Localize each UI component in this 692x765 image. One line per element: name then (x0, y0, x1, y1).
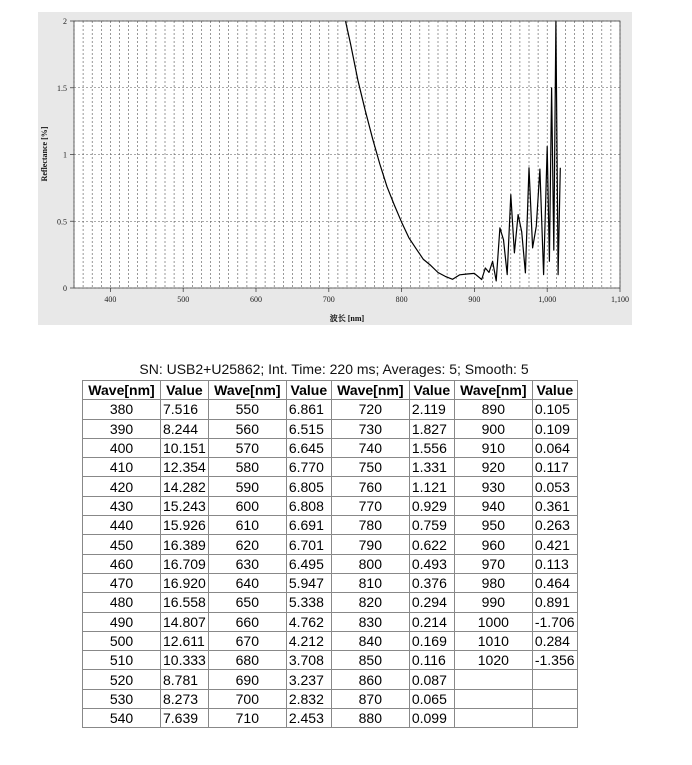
cell-wave (454, 670, 532, 689)
cell-value: 1.331 (409, 458, 454, 477)
cell-wave: 850 (331, 651, 409, 670)
cell-wave: 550 (208, 400, 286, 419)
cell-wave: 930 (454, 477, 532, 496)
cell-value: 12.611 (161, 631, 209, 650)
cell-wave: 960 (454, 535, 532, 554)
reflectance-table (82, 380, 578, 728)
cell-wave: 480 (83, 593, 161, 612)
table-row (83, 554, 578, 573)
cell-value: 0.117 (532, 458, 577, 477)
header-wave: Wave[nm] (208, 381, 286, 400)
cell-wave: 880 (331, 709, 409, 728)
cell-wave (454, 709, 532, 728)
cell-value: 10.333 (161, 651, 209, 670)
cell-wave: 840 (331, 631, 409, 650)
cell-wave: 980 (454, 573, 532, 592)
cell-value: 2.832 (286, 689, 331, 708)
cell-value: 0.109 (532, 419, 577, 438)
spectrum-chart (38, 12, 632, 325)
cell-wave: 430 (83, 496, 161, 515)
cell-wave: 970 (454, 554, 532, 573)
cell-wave: 790 (331, 535, 409, 554)
chart-svg (38, 12, 632, 325)
y-axis-title: Reflectance [%] (40, 126, 49, 182)
cell-value: 0.891 (532, 593, 577, 612)
cell-wave: 920 (454, 458, 532, 477)
cell-value: 0.113 (532, 554, 577, 573)
cell-value: 0.759 (409, 516, 454, 535)
table-caption: SN: USB2+U25862; Int. Time: 220 ms; Averages: 5; Smooth: 5 (139, 361, 529, 377)
cell-wave: 910 (454, 438, 532, 457)
cell-wave: 410 (83, 458, 161, 477)
cell-wave: 420 (83, 477, 161, 496)
table-row (83, 670, 578, 689)
table-row (83, 651, 578, 670)
cell-value: 6.691 (286, 516, 331, 535)
cell-wave: 860 (331, 670, 409, 689)
cell-wave: 730 (331, 419, 409, 438)
cell-wave: 900 (454, 419, 532, 438)
cell-value: 4.762 (286, 612, 331, 631)
cell-value: 0.361 (532, 496, 577, 515)
cell-value: 3.237 (286, 670, 331, 689)
cell-value: 0.376 (409, 573, 454, 592)
table-row (83, 573, 578, 592)
cell-value: 16.558 (161, 593, 209, 612)
cell-value: 1.556 (409, 438, 454, 457)
table-row (83, 477, 578, 496)
header-wave: Wave[nm] (454, 381, 532, 400)
cell-value: 7.639 (161, 709, 209, 728)
cell-value: 6.770 (286, 458, 331, 477)
cell-value: 6.805 (286, 477, 331, 496)
cell-wave: 780 (331, 516, 409, 535)
cell-wave: 750 (331, 458, 409, 477)
cell-value: -1.706 (532, 612, 577, 631)
table-row (83, 689, 578, 708)
table-row (83, 631, 578, 650)
cell-wave: 570 (208, 438, 286, 457)
cell-value: 0.169 (409, 631, 454, 650)
cell-wave: 580 (208, 458, 286, 477)
cell-wave: 460 (83, 554, 161, 573)
table-row (83, 400, 578, 419)
cell-value: 0.116 (409, 651, 454, 670)
x-tick-label: 1,000 (538, 295, 557, 304)
cell-wave: 660 (208, 612, 286, 631)
y-tick-label: 0 (63, 284, 67, 293)
cell-wave: 600 (208, 496, 286, 515)
cell-wave: 560 (208, 419, 286, 438)
cell-value: 7.516 (161, 400, 209, 419)
cell-value: 4.212 (286, 631, 331, 650)
cell-wave (454, 689, 532, 708)
x-tick-label: 900 (468, 295, 481, 304)
header-value: Value (532, 381, 577, 400)
cell-wave: 690 (208, 670, 286, 689)
cell-wave: 760 (331, 477, 409, 496)
header-wave: Wave[nm] (331, 381, 409, 400)
cell-value: 1.121 (409, 477, 454, 496)
x-axis-title: 波长 [nm] (329, 314, 365, 323)
cell-wave: 650 (208, 593, 286, 612)
header-wave: Wave[nm] (83, 381, 161, 400)
cell-value (532, 670, 577, 689)
cell-wave: 520 (83, 670, 161, 689)
cell-value: 16.920 (161, 573, 209, 592)
cell-value: 0.053 (532, 477, 577, 496)
header-value: Value (161, 381, 209, 400)
cell-wave: 620 (208, 535, 286, 554)
cell-wave: 830 (331, 612, 409, 631)
y-tick-label: 1.5 (57, 83, 67, 93)
x-tick-label: 1,100 (611, 295, 629, 304)
table-row (83, 458, 578, 477)
cell-value: 0.263 (532, 516, 577, 535)
cell-wave: 610 (208, 516, 286, 535)
x-tick-label: 600 (250, 295, 262, 304)
cell-wave: 700 (208, 689, 286, 708)
table-header-row (83, 381, 578, 400)
cell-wave: 490 (83, 612, 161, 631)
cell-wave: 680 (208, 651, 286, 670)
cell-wave: 710 (208, 709, 286, 728)
x-tick-label: 800 (395, 295, 408, 304)
cell-wave: 590 (208, 477, 286, 496)
cell-wave: 1000 (454, 612, 532, 631)
cell-value: 6.701 (286, 535, 331, 554)
cell-wave: 400 (83, 438, 161, 457)
cell-value: 0.464 (532, 573, 577, 592)
cell-value: 0.493 (409, 554, 454, 573)
cell-value: 12.354 (161, 458, 209, 477)
cell-value: 6.808 (286, 496, 331, 515)
cell-wave: 440 (83, 516, 161, 535)
cell-wave: 720 (331, 400, 409, 419)
cell-value: 10.151 (161, 438, 209, 457)
cell-value: 5.947 (286, 573, 331, 592)
cell-value: 14.807 (161, 612, 209, 631)
cell-value: 0.294 (409, 593, 454, 612)
cell-value (532, 689, 577, 708)
cell-value: 8.244 (161, 419, 209, 438)
cell-value: 8.781 (161, 670, 209, 689)
cell-value (532, 709, 577, 728)
cell-value: 2.453 (286, 709, 331, 728)
y-tick-label: 1 (63, 150, 67, 160)
cell-value: 0.421 (532, 535, 577, 554)
cell-value: 0.087 (409, 670, 454, 689)
cell-wave: 890 (454, 400, 532, 419)
cell-wave: 950 (454, 516, 532, 535)
cell-wave: 770 (331, 496, 409, 515)
cell-value: 0.065 (409, 689, 454, 708)
cell-wave: 530 (83, 689, 161, 708)
cell-wave: 450 (83, 535, 161, 554)
x-tick-label: 500 (177, 295, 190, 304)
header-value: Value (409, 381, 454, 400)
cell-wave: 1020 (454, 651, 532, 670)
cell-wave: 810 (331, 573, 409, 592)
cell-wave: 510 (83, 651, 161, 670)
cell-value: 0.099 (409, 709, 454, 728)
table-row (83, 535, 578, 554)
cell-value: -1.356 (532, 651, 577, 670)
cell-wave: 990 (454, 593, 532, 612)
cell-value: 0.064 (532, 438, 577, 457)
table-row (83, 612, 578, 631)
cell-value: 2.119 (409, 400, 454, 419)
cell-wave: 1010 (454, 631, 532, 650)
cell-value: 1.827 (409, 419, 454, 438)
cell-value: 6.495 (286, 554, 331, 573)
table-row (83, 496, 578, 515)
cell-wave: 540 (83, 709, 161, 728)
cell-value: 15.243 (161, 496, 209, 515)
cell-value: 15.926 (161, 516, 209, 535)
table-row (83, 709, 578, 728)
cell-wave: 380 (83, 400, 161, 419)
x-tick-label: 700 (322, 295, 335, 304)
x-tick-label: 400 (104, 295, 117, 304)
cell-value: 6.645 (286, 438, 331, 457)
cell-wave: 630 (208, 554, 286, 573)
y-tick-label: 0.5 (57, 217, 67, 227)
cell-wave: 800 (331, 554, 409, 573)
cell-value: 6.515 (286, 419, 331, 438)
cell-value: 0.105 (532, 400, 577, 419)
cell-value: 5.338 (286, 593, 331, 612)
cell-wave: 820 (331, 593, 409, 612)
cell-wave: 740 (331, 438, 409, 457)
cell-value: 0.284 (532, 631, 577, 650)
cell-value: 14.282 (161, 477, 209, 496)
cell-value: 0.622 (409, 535, 454, 554)
header-value: Value (286, 381, 331, 400)
table-row (83, 593, 578, 612)
y-tick-label: 2 (63, 17, 67, 26)
cell-value: 0.214 (409, 612, 454, 631)
cell-wave: 470 (83, 573, 161, 592)
cell-value: 0.929 (409, 496, 454, 515)
cell-wave: 640 (208, 573, 286, 592)
cell-wave: 670 (208, 631, 286, 650)
cell-wave: 390 (83, 419, 161, 438)
table-row (83, 516, 578, 535)
cell-value: 3.708 (286, 651, 331, 670)
cell-wave: 940 (454, 496, 532, 515)
cell-wave: 500 (83, 631, 161, 650)
table-row (83, 419, 578, 438)
cell-value: 16.709 (161, 554, 209, 573)
cell-wave: 870 (331, 689, 409, 708)
cell-value: 16.389 (161, 535, 209, 554)
table-row (83, 438, 578, 457)
cell-value: 8.273 (161, 689, 209, 708)
cell-value: 6.861 (286, 400, 331, 419)
